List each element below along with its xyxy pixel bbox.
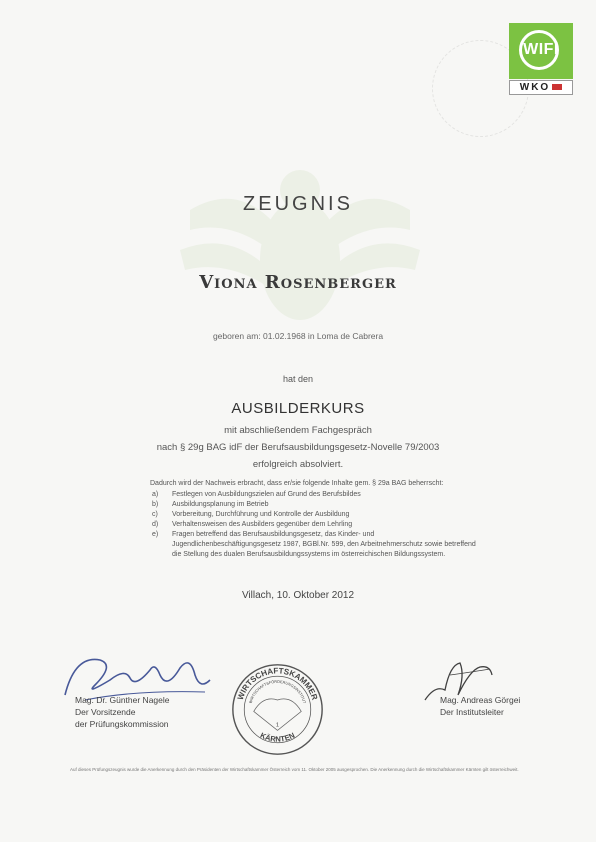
list-item: c) Vorbereitung, Durchführung und Kontrolle der Ausbildung bbox=[152, 511, 350, 518]
proof-intro: Dadurch wird der Nachweis erbracht, dass er/sie folgende Inhalte gem. § 29a BAG beherrscht: bbox=[150, 480, 444, 487]
svg-text:1: 1 bbox=[275, 722, 280, 729]
list-item: e) Fragen betreffend das Berufsausbildungsgesetz, das Kinder- und Jugendlichenbeschäftigungsgesetz 1987, BGBl.Nr. 599, den Arbeitnehmerschutz sowie betreffend die Stellung des dualen Berufsausbildungssystems im österreichischen Bildungssystem. bbox=[152, 531, 476, 558]
chamber-seal-icon bbox=[230, 662, 325, 757]
signatory-name: Mag. Dr. Günther Nagele bbox=[75, 695, 170, 705]
list-item: a) Festlegen von Ausbildungszielen auf Grund des Berufsbildes bbox=[152, 491, 361, 498]
has-line: hat den bbox=[282, 374, 314, 384]
signatory-role: der Prüfungskommission bbox=[75, 719, 169, 729]
svg-text:WIRTSCHAFTSFÖRDERUNGSINSTITUT: WIRTSCHAFTSFÖRDERUNGSINSTITUT bbox=[248, 679, 307, 704]
right-signatory bbox=[440, 694, 520, 718]
list-item: b) Ausbildungsplanung im Betrieb bbox=[152, 501, 269, 508]
proof-list bbox=[152, 490, 482, 560]
svg-text:WIRTSCHAFTSKAMMER: WIRTSCHAFTSKAMMER bbox=[235, 666, 320, 702]
course-title: AUSBILDERKURS bbox=[231, 400, 365, 417]
birth-info: geboren am: 01.02.1968 in Loma de Cabrera bbox=[212, 331, 384, 341]
body-line: mit abschließendem Fachgespräch bbox=[224, 425, 372, 436]
footer-note: Auf dieses Prüfungszeugnis wurde die Anerkennung durch den Präsidenten der Wirtschaftskammer Österreich vom 11. Oktober 2005 ausgesprochen. Die Anerkennung durch die Wirtschaftskammer Kärnten gilt österreichweit. bbox=[70, 767, 519, 772]
signatory-role: Der Vorsitzende bbox=[75, 707, 136, 717]
certificate-title: ZEUGNIS bbox=[243, 193, 353, 215]
wifi-wko-logo: WIFI WKO bbox=[509, 23, 573, 95]
body-line: erfolgreich absolviert. bbox=[252, 459, 344, 470]
body-line: nach § 29g BAG idF der Berufsausbildungsgesetz-Novelle 79/2003 bbox=[156, 442, 440, 453]
place-date: Villach, 10. Oktober 2012 bbox=[241, 590, 355, 601]
svg-text:KÄRNTEN: KÄRNTEN bbox=[258, 730, 297, 744]
recipient-name: Viona Rosenberger bbox=[199, 272, 397, 293]
list-item: d) Verhaltensweisen des Ausbilders gegenüber dem Lehrling bbox=[152, 521, 353, 528]
left-signatory bbox=[75, 694, 170, 730]
signatory-role: Der Institutsleiter bbox=[440, 707, 504, 717]
signatory-name: Mag. Andreas Görgei bbox=[440, 695, 521, 705]
eagle-watermark bbox=[170, 120, 430, 380]
